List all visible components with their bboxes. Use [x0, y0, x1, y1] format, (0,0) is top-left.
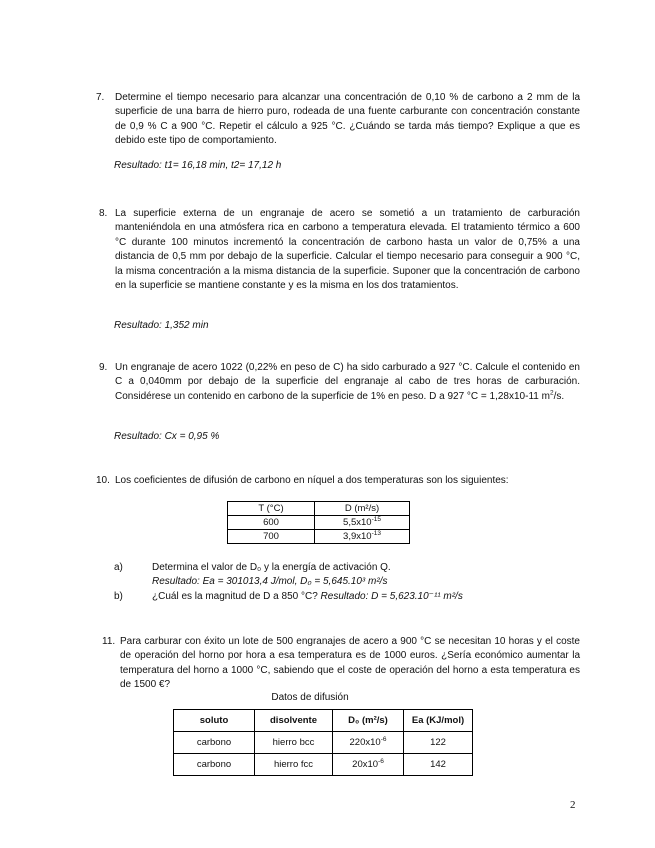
table-row: [174, 732, 473, 754]
diffusion-data-table: [173, 709, 473, 776]
unit-exponent: 2: [549, 389, 554, 397]
table-cell: carbono: [174, 732, 255, 754]
problem-text: Para carburar con éxito un lote de 500 engranajes de acero a 900 °C se necesitan 10 horas y el coste de operación del horno por hora a esa temperatura es de 1000 euros. ¿Sería económico aumentar la temperatura del horno a 1000 °C, sabiendo que el coste de operación del horno a esta temperatura es de 1500 €?: [120, 636, 580, 691]
diffusion-coefficients-table: [227, 501, 410, 544]
table-header: disolvente: [255, 710, 333, 732]
problem-7: [96, 91, 580, 149]
problem-10: [96, 474, 580, 488]
subitem-text: Determina el valor de D₀ y la energía de activación Q.: [152, 562, 391, 573]
coef-base: 20x10: [352, 759, 379, 770]
coef-exponent: -13: [371, 529, 381, 537]
subitem-a: [114, 561, 580, 591]
subitem-result: Resultado: D = 5,623.10⁻¹¹ m²/s: [320, 591, 463, 602]
problem-result: Resultado: 1,352 min: [114, 320, 209, 331]
table-header-row: [228, 502, 410, 516]
subitem-result: Resultado: Ea = 301013,4 J/mol, D₀ = 5,645.10³ m²/s: [152, 576, 388, 587]
table-cell: [333, 754, 404, 776]
table-row: [228, 516, 410, 530]
problem-text-end: /s.: [553, 390, 565, 402]
table-cell: hierro fcc: [255, 754, 333, 776]
subitem-text: ¿Cuál es la magnitud de D a 850 °C?: [152, 591, 318, 602]
problem-text: La superficie externa de un engranaje de acero se sometió a un tratamiento de carburación manteniéndola en una atmósfera rica en carbono a temperatura elevada. El tratamiento térmico a 600 °C durante 100 minutos incrementó la concentración de carbono hasta un valor de 0,75% a una distancia de 0,5 mm por debajo de la superficie. Calcular el tiempo necesario para conseguir a 900 °C, la misma concentración a la misma distancia de la superficie. Suponer que la concentración de carbono en la superficie se mantiene constante y es la misma en los dos tratamientos.: [115, 208, 580, 292]
problem-number: 10.: [96, 475, 110, 486]
table-header: soluto: [174, 710, 255, 732]
table-cell: [333, 732, 404, 754]
problem-11: [102, 635, 580, 693]
table-cell: 122: [404, 732, 473, 754]
coef-base: 3,9x10: [343, 531, 372, 542]
subitem-label: b): [114, 591, 123, 602]
coef-base: 5,5x10: [343, 517, 372, 528]
table-header: D₀ (m²/s): [333, 710, 404, 732]
problem-text: Los coeficientes de difusión de carbono en níquel a dos temperaturas son los siguientes:: [115, 475, 509, 486]
problem-number: 7.: [96, 92, 105, 103]
coef-base: 220x10: [349, 737, 381, 748]
problem-9: [99, 361, 580, 404]
table-cell: carbono: [174, 754, 255, 776]
coef-exponent: -15: [371, 515, 381, 523]
problem-text: [115, 361, 580, 404]
subitem-b: [114, 590, 580, 606]
table-cell: [315, 530, 410, 544]
table-cell: [315, 516, 410, 530]
problem-8: [99, 207, 580, 293]
subitem-line: [152, 590, 463, 604]
table-cell: 700: [228, 530, 315, 544]
problem-number: 11.: [102, 636, 116, 647]
table-cell: hierro bcc: [255, 732, 333, 754]
table-header: Ea (KJ/mol): [404, 710, 473, 732]
table-row: [228, 530, 410, 544]
table-header-row: [174, 710, 473, 732]
problem-number: 9.: [99, 362, 108, 373]
problem-number: 8.: [99, 208, 108, 219]
table-header: D (m²/s): [315, 502, 410, 516]
table-caption: Datos de difusión: [271, 692, 349, 703]
table-header: T (°C): [228, 502, 315, 516]
table-row: [174, 754, 473, 776]
coef-exponent: -6: [378, 757, 384, 765]
page-number: 2: [570, 799, 576, 811]
table-cell: 600: [228, 516, 315, 530]
table-cell: 142: [404, 754, 473, 776]
problem-result: Resultado: Cx = 0,95 %: [114, 431, 220, 442]
coef-exponent: -6: [380, 735, 387, 743]
problem-text-main: Un engranaje de acero 1022 (0,22% en peso de C) ha sido carburado a 927 °C. Calcule el contenido en C a 0,040mm por debajo de la superficie del engranaje al cabo de tres horas de carburación. Considérese un contenido en carbono de la superficie de 1% en peso. D a 927 °C = 1,28x10-11 m: [115, 362, 580, 402]
subitem-label: a): [114, 562, 123, 573]
problem-result: Resultado: t1= 16,18 min, t2= 17,12 h: [114, 160, 282, 171]
problem-text: Determine el tiempo necesario para alcanzar una concentración de 0,10 % de carbono a 2 mm de la superficie de una barra de hierro puro, rodeada de una fuente carburante con concentración constante de 0,9 % C a 900 °C. Repetir el cálculo a 925 °C. ¿Cuándo se tarda más tiempo? Explique a que es debido este tipo de comportamiento.: [115, 92, 580, 147]
